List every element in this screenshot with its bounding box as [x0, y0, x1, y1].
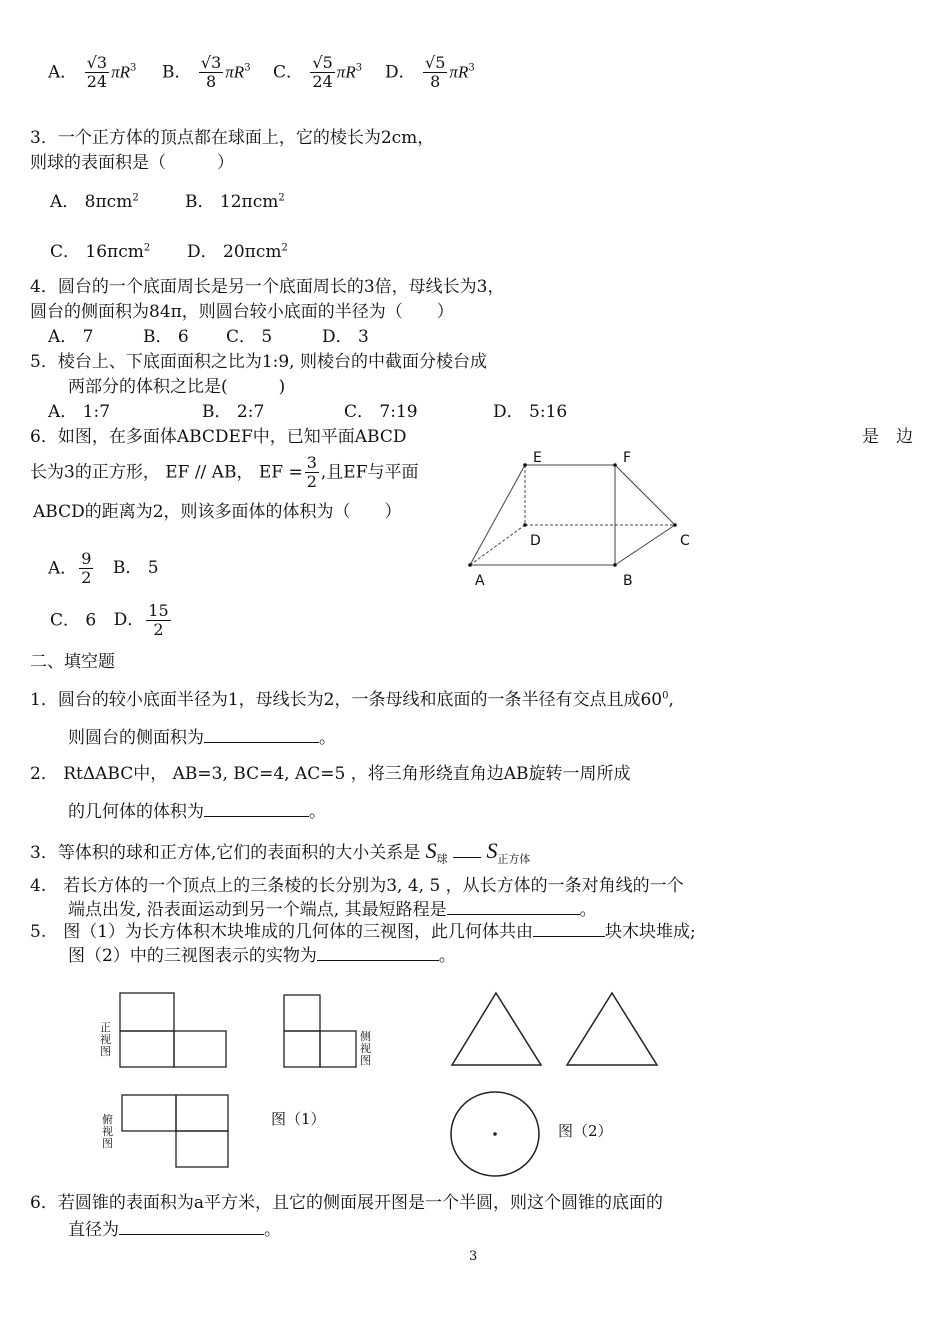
fill1-degree: 0: [662, 690, 669, 702]
vertex-c: [673, 523, 677, 527]
q2-d-cube: 3: [468, 62, 475, 74]
page-number: 3: [469, 1249, 478, 1264]
q3-line2: 则球的表面积是（ ）: [30, 153, 234, 173]
fill6-blank[interactable]: [119, 1219, 264, 1235]
q2-d-den: 8: [430, 72, 441, 92]
q3-option-b: [185, 192, 285, 212]
label-c: C: [680, 533, 690, 549]
fill5-blank2[interactable]: [317, 945, 439, 961]
q3-option-a-text: A． 8πcm: [50, 192, 133, 212]
q4-option-c: C． 5: [226, 327, 273, 347]
q4-line1: 4．圆台的一个底面周长是另一个底面周长的3倍，母线长为3，: [30, 277, 505, 297]
q2-option-d-fraction: [423, 54, 447, 92]
fill4-line1: 4. 若长方体的一个顶点上的三条棱的长分别为3, 4, 5 ，从长方体的一条对角线的一个: [30, 876, 684, 896]
q6-a-den: 2: [81, 568, 92, 588]
fill6-line2-text: 直径为: [68, 1220, 119, 1240]
q6-ef-num: 3: [306, 453, 317, 472]
fig2-caption: 图（2）: [558, 1122, 613, 1140]
fill1-line2: [68, 727, 336, 748]
fill2-blank[interactable]: [204, 801, 309, 817]
q2-option-a-label: A．: [48, 62, 78, 83]
fill3: [30, 838, 530, 866]
vertex-f: [613, 463, 617, 467]
q2-a-pir: πR: [111, 62, 130, 82]
fill1-tail: ,: [668, 690, 674, 710]
q3-option-d: [187, 242, 288, 262]
fill1-text: 1．圆台的较小底面半径为1，母线长为2，一条母线和底面的一条半径有交点且成60: [30, 690, 663, 710]
side-view-bottom-right: [320, 1031, 356, 1067]
edge-fc: [615, 465, 675, 525]
fill2-end: 。: [309, 802, 326, 822]
edge-ae: [470, 465, 525, 565]
label-a: A: [475, 573, 485, 589]
q2-d-num: √5: [425, 53, 446, 72]
q2-option-d: [385, 54, 475, 92]
fill4-line2: [68, 899, 597, 920]
q3-d-sq: 2: [281, 242, 288, 254]
side-view-bottom-left: [284, 1031, 320, 1067]
q2-c-den: 24: [312, 72, 333, 92]
q5-option-b: B． 2:7: [202, 402, 265, 422]
q6-line1: 6．如图，在多面体ABCDEF中，已知平面ABCD: [30, 427, 407, 447]
fill3-s1: S: [425, 838, 437, 863]
fig1-front-label: 正视图: [100, 1021, 111, 1058]
figure-2-three-views: [445, 985, 665, 1180]
q6-line2-post: ,且EF与平面: [320, 462, 419, 483]
fill2-line2-text: 的几何体的体积为: [68, 802, 204, 822]
q3-c-sq: 2: [143, 242, 151, 254]
q3-option-c-text: C． 16πcm: [50, 242, 144, 262]
top-view-right-top: [176, 1095, 228, 1131]
vertex-a: [468, 563, 472, 567]
fill1-line1: [30, 690, 674, 710]
label-b: B: [623, 573, 633, 589]
fig1-side-label: 侧视图: [360, 1030, 371, 1067]
q6-option-d-label: D．: [113, 610, 145, 631]
q2-b-num: √3: [200, 53, 222, 72]
q2-b-cube: 3: [244, 62, 251, 74]
front-view-bottom-right: [174, 1031, 226, 1067]
q2-a-cube: 3: [129, 62, 137, 74]
fill3-sub-sphere: 球: [436, 852, 448, 866]
q2-option-b-label: B．: [162, 62, 192, 83]
q6-option-b: B． 5: [112, 558, 159, 579]
q3-b-sq: 2: [278, 192, 285, 204]
fill5-line2-text: 图（2）中的三视图表示的实物为: [68, 946, 317, 966]
section-title: 二、填空题: [30, 652, 115, 672]
q6-a-num: 9: [81, 549, 92, 568]
figure-1-three-views: [95, 985, 365, 1175]
q6-line3: ABCD的距离为2，则该多面体的体积为（ ）: [33, 502, 402, 522]
polyhedron-figure: [460, 445, 710, 595]
fill4-end: 。: [579, 900, 597, 920]
q6-option-cd: [50, 602, 173, 640]
fill5-blank1[interactable]: [533, 921, 605, 937]
q2-c-num: √5: [312, 53, 333, 72]
q5-option-d: D． 5:16: [493, 402, 568, 422]
q2-c-cube: 3: [355, 62, 363, 74]
q2-option-c: [273, 54, 362, 92]
fill2-line2: [68, 801, 326, 822]
q3-option-a: [50, 192, 139, 212]
label-d: D: [530, 533, 541, 549]
q2-option-b: [162, 54, 251, 92]
fill5-line2: [68, 945, 456, 966]
fill4-blank[interactable]: [447, 899, 580, 915]
q3-option-c: [50, 242, 150, 262]
q4-line2: 圆台的侧面积为84π，则圆台较小底面的半径为（ ）: [30, 302, 454, 322]
fill1-line2-text: 则圆台的侧面积为: [68, 728, 204, 748]
q2-d-pir: πR: [449, 62, 469, 82]
fill3-blank[interactable]: [453, 842, 481, 858]
cone-front-view: [452, 993, 541, 1065]
q6-option-c: C． 6: [50, 610, 97, 631]
vertex-d: [523, 523, 527, 527]
vertex-e: [523, 463, 527, 467]
fill3-text: 3．等体积的球和正方体,它们的表面积的大小关系是: [30, 843, 421, 863]
q6-ef-fraction: [305, 454, 319, 492]
q6-d-den: 2: [153, 620, 164, 640]
side-view-top: [284, 995, 320, 1031]
fill6-line2: [68, 1219, 281, 1240]
fill2-line1: 2． RtΔABC中， AB=3, BC=4, AC=5 ，将三角形绕直角边AB旋转一周所成: [30, 764, 631, 784]
fig1-caption: 图（1）: [271, 1110, 326, 1128]
front-view-bottom-left: [120, 1031, 174, 1067]
q2-c-pir: πR: [336, 62, 356, 82]
q6-d-num: 15: [148, 601, 169, 620]
q2-option-c-fraction: [310, 54, 334, 92]
q2-b-den: 8: [206, 72, 217, 92]
fig1-top-label: 俯视图: [102, 1113, 113, 1150]
q6-ef-den: 2: [306, 472, 317, 492]
q4-option-b: B． 6: [143, 327, 189, 347]
q2-b-pir: πR: [225, 62, 245, 82]
q6-line1-tail: 是 边: [862, 427, 913, 447]
q2-option-a: [48, 54, 136, 92]
q2-option-b-fraction: [199, 54, 223, 92]
label-e: E: [533, 450, 542, 466]
q3-a-sq: 2: [132, 192, 139, 204]
edge-bc: [615, 525, 675, 565]
q5-line1: 5．棱台上、下底面面积之比为1:9, 则棱台的中截面分棱台成: [30, 352, 487, 372]
q6-option-a: [48, 550, 159, 588]
edge-ad-hidden: [470, 525, 525, 565]
fill4-line2-text: 端点出发, 沿表面运动到另一个端点, 其最短路程是: [68, 900, 447, 920]
label-f: F: [623, 450, 632, 466]
q2-option-a-fraction: [85, 54, 109, 92]
fill3-s2: S: [486, 838, 498, 863]
q2-option-d-label: D．: [385, 62, 416, 83]
cone-side-view: [567, 993, 657, 1065]
fill5-end: 。: [438, 946, 456, 966]
vertex-b: [613, 563, 617, 567]
fill6-line1: 6．若圆锥的表面积为a平方米，且它的侧面展开图是一个半圆，则这个圆锥的底面的: [30, 1193, 663, 1213]
q2-option-c-label: C．: [273, 62, 304, 83]
fill5-mid: 块木块堆成;: [605, 922, 696, 942]
front-view-top-block: [120, 993, 174, 1031]
q5-option-a: A． 1:7: [48, 402, 111, 422]
q6-option-a-label: A．: [48, 558, 78, 579]
q6-option-a-fraction: [79, 550, 93, 588]
q3-line1: 3．一个正方体的顶点都在球面上，它的棱长为2cm，: [30, 128, 435, 148]
q3-option-b-text: B． 12πcm: [185, 192, 279, 212]
fill1-end: 。: [319, 728, 336, 748]
top-view-left: [122, 1095, 176, 1131]
q5-option-c: C． 7:19: [344, 402, 418, 422]
fill5-line1-text: 5. 图（1）为长方体积木块堆成的几何体的三视图，此几何体共由: [30, 922, 534, 942]
q5-line2: 两部分的体积之比是( ): [68, 377, 286, 397]
q4-option-d: D． 3: [322, 327, 369, 347]
cone-apex-dot: [493, 1132, 497, 1136]
q6-line2: [30, 454, 419, 492]
fill3-sub-cube: 正方体: [497, 852, 531, 866]
q6-option-d-fraction: [146, 602, 170, 640]
fill5-line1: [30, 921, 696, 942]
top-view-right-bottom: [176, 1131, 228, 1167]
fill1-blank[interactable]: [204, 727, 319, 743]
q2-a-den: 24: [86, 72, 108, 92]
q3-option-d-text: D． 20πcm: [187, 242, 282, 262]
q2-a-num: √3: [86, 53, 108, 72]
q4-option-a: A． 7: [48, 327, 94, 347]
q6-line2-pre: 长为3的正方形， EF // AB， EF =: [30, 462, 303, 483]
fill6-end: 。: [264, 1220, 281, 1240]
